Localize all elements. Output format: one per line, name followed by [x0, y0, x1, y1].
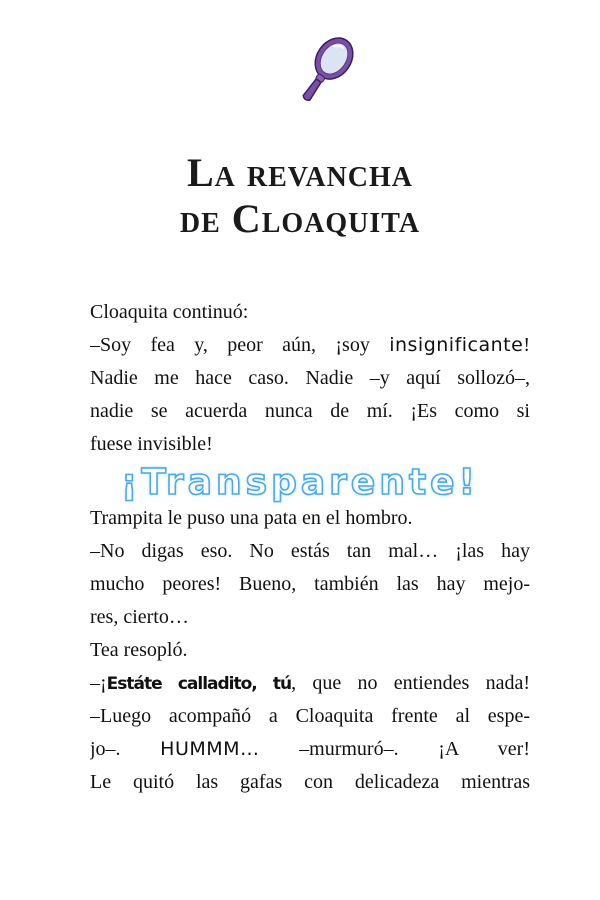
- text-line: Tea resopló.: [90, 639, 188, 661]
- humm-word: HUMMM…: [160, 738, 260, 760]
- text-segment: –Soy fea y, peor aún, ¡soy: [90, 334, 390, 356]
- text-segment: , que no entiendes nada!: [291, 672, 530, 694]
- chapter-title-line-1: La revancha: [186, 150, 414, 195]
- emphasis-word: insignificante: [389, 334, 524, 356]
- transparente-shout: ¡Transparente!: [120, 462, 480, 503]
- text-segment: –¡: [90, 672, 107, 694]
- text-line: Trampita le puso una pata en el hombro.: [90, 507, 413, 529]
- text-line: [90, 329, 530, 362]
- text-segment: !: [523, 334, 530, 356]
- hand-mirror-icon: [286, 30, 366, 110]
- text-block-top: [90, 296, 530, 461]
- text-line: res, cierto…: [90, 606, 189, 628]
- text-line: [90, 667, 530, 700]
- text-line: mucho peores! Bueno, también las hay mejo-: [90, 573, 530, 595]
- text-line: [90, 733, 530, 766]
- bold-phrase: Estáte calladito, tú: [106, 674, 292, 694]
- text-line: Cloaquita continuó:: [90, 301, 249, 323]
- text-segment: –murmuró–. ¡A ver!: [259, 738, 530, 760]
- chapter-title-line-2: de Cloaquita: [179, 196, 421, 241]
- text-line: –Luego acompañó a Cloaquita frente al espe-: [90, 705, 530, 727]
- text-line: –No digas eso. No estás tan mal… ¡las hay: [90, 540, 530, 562]
- text-line: nadie se acuerda nunca de mí. ¡Es como si: [90, 400, 530, 422]
- text-line: Nadie me hace caso. Nadie –y aquí sollozó–,: [90, 367, 530, 389]
- text-segment: jo–.: [90, 738, 161, 760]
- text-line: Le quitó las gafas con delicadeza mientras: [90, 771, 530, 793]
- text-line: fuese invisible!: [90, 433, 213, 455]
- text-block-bottom: [90, 502, 530, 799]
